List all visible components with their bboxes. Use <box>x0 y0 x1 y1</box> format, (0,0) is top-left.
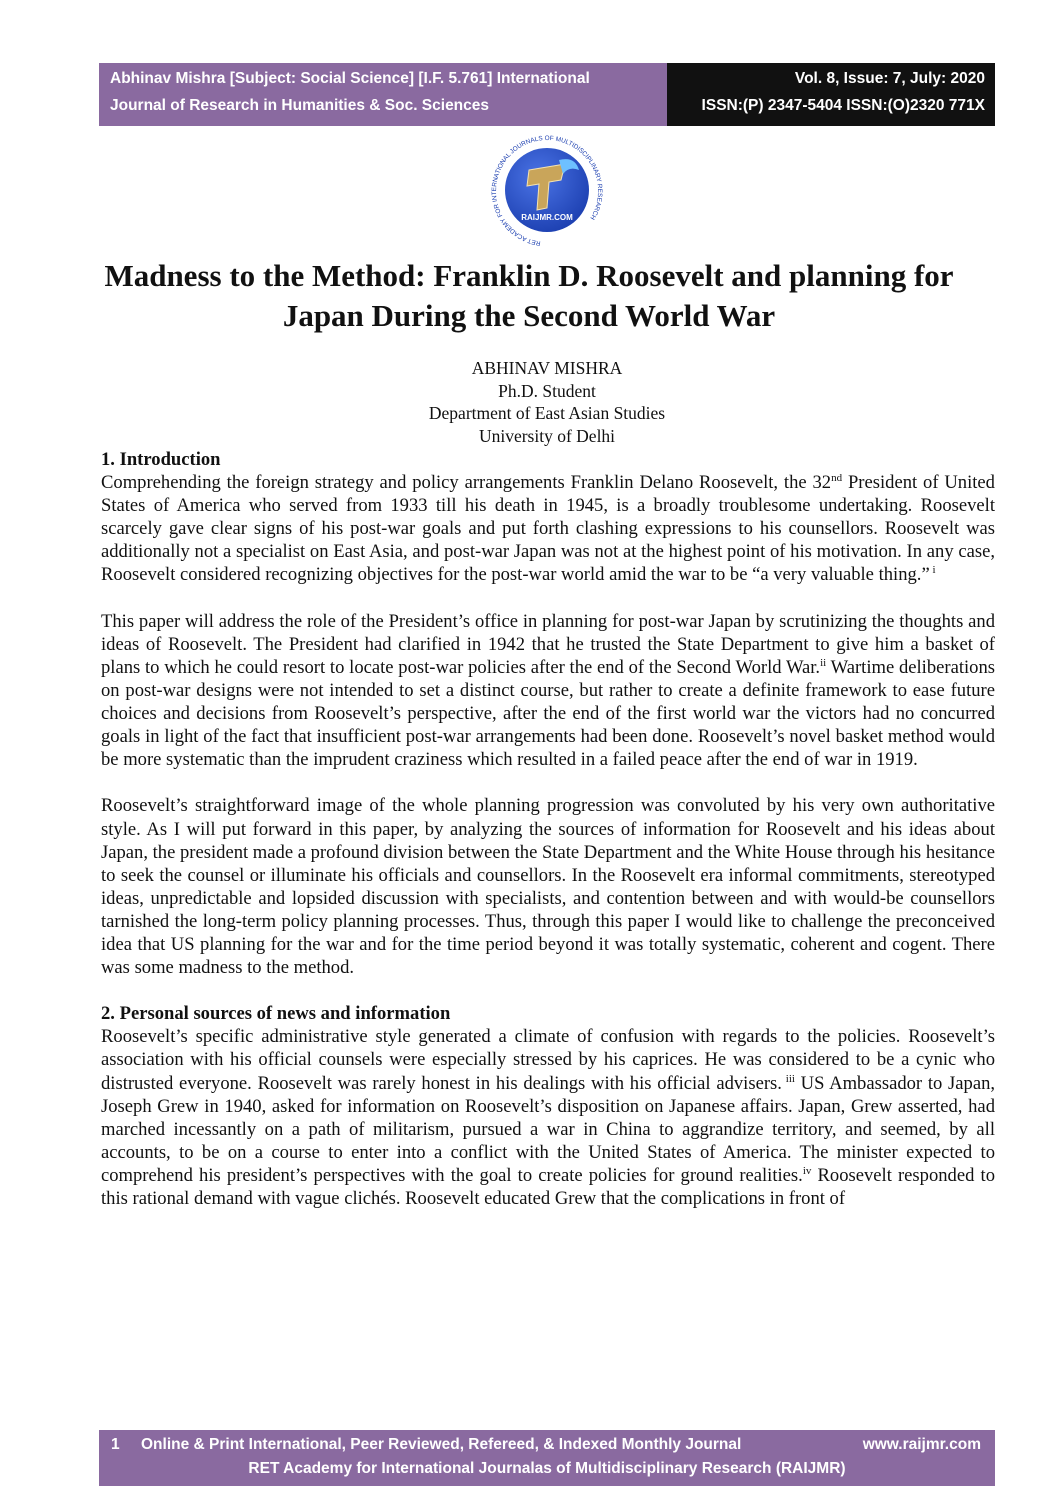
footer-website-link[interactable]: www.raijmr.com <box>862 1436 981 1453</box>
page-number: 1 <box>111 1436 120 1453</box>
paragraph-text: Wartime deliberations on post-war designs were not intended to set a distinct course, but rather to create a definite framework to ease future choices and decisions from Roosevelt’s perspective, after the end of the first world war the victors had no concurred goals in light of the fact that insufficient post-war arrangements had been done. Roosevelt’s novel basket method would be more systematic than the imprudent craziness which resulted in a failed peace after the end of war in 1919. <box>101 656 995 771</box>
paragraph: Roosevelt’s straightforward image of the whole planning progression was convoluted by his very own authoritative style. As I will put forward in this paper, by analyzing the sources of information for Roosevelt and his ideas about Japan, the president made a profound division between the State Department and the White House through his hesitance to seek the counsel or illuminate his officials and counsellors. In the Roosevelt era informal commitments, stereotyped ideas, unpredictable and lopsided discussion with specialists, and contention between and with would-be counsellors tarnished the long-term policy planning processes. Thus, through this paper I would like to challenge the preconceived idea that US planning for the war and for the time period beyond it was totally systematic, coherent and cogent. There was some madness to the method. <box>101 795 995 979</box>
paper-title-line1: Madness to the Method: Franklin D. Roosevelt and planning for <box>104 258 954 293</box>
paragraph-text: Comprehending the foreign strategy and policy arrangements Franklin Delano Roosevelt, the 32 <box>101 472 832 494</box>
footnote-marker: iv <box>802 1164 812 1177</box>
header-issue-info <box>667 63 995 126</box>
header-volume-issue: Vol. 8, Issue: 7, July: 2020 <box>794 70 985 87</box>
paper-title-line2: Japan During the Second World War <box>282 298 776 333</box>
logo-center-text: RAIJMR.COM <box>521 213 573 222</box>
paragraph <box>101 471 995 586</box>
paragraph-text: Roosevelt responded to this rational demand with vague clichés. Roosevelt educated Grew that the complications in front of <box>101 1164 995 1209</box>
author-block <box>0 357 1058 447</box>
article-body <box>101 448 995 1210</box>
header-issn: ISSN:(P) 2347-5404 ISSN:(O)2320 771X <box>701 97 985 114</box>
footer-row <box>111 1436 981 1454</box>
header-citation <box>99 63 667 126</box>
section-heading-personal-sources: 2. Personal sources of news and information <box>101 1003 451 1025</box>
raijmr-logo <box>477 130 617 250</box>
paragraph-text: Roosevelt’s specific administrative style generated a climate of confusion with regards to the policies. Roosevelt’s association with his official counsels were especially stressed by his caprices. He was considered to be a cynic who distrusted everyone. Roosevelt was rarely honest in his dealings with his official advisers. <box>101 1026 995 1094</box>
paragraph <box>101 610 995 772</box>
paragraph-text: This paper will address the role of the President’s office in planning for post-war Japan by scrutinizing the thoughts and ideas of Roosevelt. The President had clarified in 1942 that he trusted the State Department to give him a basket of plans to which he could resort to locate post-war policies after the end of the Second World War. <box>101 610 995 678</box>
footer-publisher: RET Academy for International Journalas of Multidisciplinary Research (RAIJMR) <box>248 1460 846 1477</box>
journal-header <box>99 63 995 126</box>
footer-journal-description: Online & Print International, Peer Reviewed, Refereed, & Indexed Monthly Journal <box>141 1436 742 1453</box>
journal-footer <box>99 1430 995 1486</box>
header-citation-line2: Journal of Research in Humanities & Soc. Sciences <box>110 97 490 114</box>
paper-title <box>60 256 998 336</box>
author-university: University of Delhi <box>478 425 616 446</box>
paragraph <box>101 1025 995 1210</box>
section-heading-introduction: 1. Introduction <box>101 449 221 470</box>
footnote-marker: iii <box>781 1072 795 1085</box>
paragraph-text: President of United States of America who served from 1933 till his death in 1945, is a broadly troublesome undertaking. Roosevelt scarcely gave clear signs of his post-war goals and put forth clashing expressions to his counsellors. Roosevelt was additionally not a specialist on East Asia, and post-war Japan was not at the highest point of his motivation. In any case, Roosevelt considered recognizing objectives for the post-war world amid the war to be “a very valuable thing.” <box>101 472 995 586</box>
superscript: nd <box>831 472 843 485</box>
footnote-marker: i <box>929 564 936 577</box>
header-citation-line1: Abhinav Mishra [Subject: Social Science] [I.F. 5.761] International <box>110 70 590 87</box>
paragraph-text: US Ambassador to Japan, Joseph Grew in 1940, asked for information on Roosevelt’s disposition on Japanese affairs. Japan, Grew asserted, had marched incessantly on a path of militarism, pursued a war in China to aggrandize territory, and seemed, by all accounts, to be on a course to enter into a conflict with the United States of America. The minister expected to comprehend his president’s perspectives with the goal to create policies for ground realities. <box>101 1072 996 1186</box>
footnote-marker: ii <box>820 656 827 669</box>
author-role: Ph.D. Student <box>498 380 596 401</box>
logo-ring-textpath: RET ACADEMY FOR INTERNATIONAL JOURNALS OF MULTIDISCIPLINARY RESEARCH <box>491 134 604 247</box>
author-name: ABHINAV MISHRA <box>471 358 623 378</box>
author-department: Department of East Asian Studies <box>428 403 666 423</box>
